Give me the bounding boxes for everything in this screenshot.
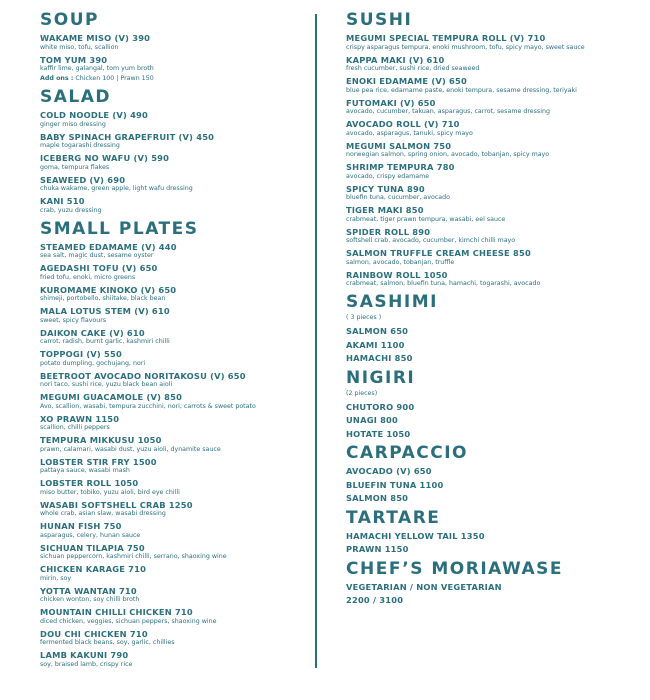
menu-item-name: CHUTORO 900 xyxy=(346,401,415,412)
menu-item xyxy=(346,119,636,138)
menu-item-name: TOM YUM 390 xyxy=(40,54,108,65)
section-title: SOUP xyxy=(40,10,99,30)
section-title: TARTARE xyxy=(346,507,441,528)
menu-item-name: AVOCADO (V) 650 xyxy=(346,466,432,476)
menu-item-name: YOTTA WANTAN 710 xyxy=(40,585,137,596)
menu-item-description: sea salt, magic dust, sesame oyster xyxy=(40,252,154,259)
menu-item-name: SHRIMP TEMPURA 780 xyxy=(346,162,455,172)
menu-item-name: SEAWEED (V) 690 xyxy=(40,174,126,185)
menu-item-name: BEETROOT AVOCADO NORITAKOSU (V) 650 xyxy=(40,370,246,381)
menu-item-name: UNAGI 800 xyxy=(346,415,399,425)
menu-item-description: chuka wakame, green apple, light wafu dressing xyxy=(40,185,193,192)
menu-item xyxy=(40,153,302,172)
section-title: CARPACCIO xyxy=(346,443,469,463)
menu-item-name: LOBSTER ROLL 1050 xyxy=(40,478,139,488)
section-sushi xyxy=(346,10,636,288)
menu-item-description: crabmeat, tiger prawn tempura, wasabi, eel sauce xyxy=(346,215,506,223)
menu-item-name: TOPPOGI (V) 550 xyxy=(40,349,122,359)
menu-item-name: MEGUMI SPECIAL TEMPURA ROLL (V) 710 xyxy=(346,33,546,43)
menu-item-name: SALMON TRUFFLE CREAM CHEESE 850 xyxy=(346,248,531,258)
menu-item-name: WASABI SOFTSHELL CRAB 1250 xyxy=(40,499,193,510)
menu-item-name: SALMON 850 xyxy=(346,493,409,503)
menu-item-description: prawn, calamari, wasabi dust, yuzu aioli, dynamite sauce xyxy=(40,445,221,453)
menu-item-name: LOBSTER STIR FRY 1500 xyxy=(40,456,157,467)
menu-item-description: salmon, avocado, tobanjan, truffle xyxy=(346,258,455,266)
menu-item xyxy=(346,595,636,606)
menu-item xyxy=(40,607,302,626)
menu-item-description: avocado, asparagus, tanuki, spicy mayo xyxy=(346,129,473,137)
menu-item-description: asparagus, celery, hunan sauce xyxy=(40,531,141,539)
menu-item xyxy=(346,353,636,364)
menu-item-description: scallion, chilli peppers xyxy=(40,424,110,431)
menu-item xyxy=(40,543,302,562)
section-note: (2 pieces) xyxy=(346,389,378,397)
addons-line xyxy=(40,75,302,83)
menu-item-name: RAINBOW ROLL 1050 xyxy=(346,269,448,280)
menu-item xyxy=(40,478,302,497)
menu-item xyxy=(40,328,302,347)
menu-item-description: sweet, spicy flavours xyxy=(40,316,107,324)
menu-item-name: DOU CHI CHICKEN 710 xyxy=(40,628,148,639)
menu-item-description: softshell crab, avocado, cucumber, kimchi chilli mayo xyxy=(346,237,516,244)
menu-item xyxy=(346,98,636,117)
menu-item-name: TEMPURA MIKKUSU 1050 xyxy=(40,435,162,445)
menu-item-description: avocado, crispy edamame xyxy=(346,172,430,180)
menu-item xyxy=(346,248,636,267)
menu-item xyxy=(346,270,636,289)
menu-item xyxy=(40,586,302,605)
menu-item-description: potato dumpling, gochujang, nori xyxy=(40,359,146,367)
menu-item-name: AVOCADO ROLL (V) 710 xyxy=(346,119,460,129)
menu-item-description: bluefin tuna, cucumber, avocado xyxy=(346,194,450,201)
menu-item-name: VEGETARIAN / NON VEGETARIAN xyxy=(346,581,502,592)
menu-item xyxy=(40,392,302,411)
menu-item xyxy=(346,415,636,426)
menu-item xyxy=(346,429,636,440)
section-tartare xyxy=(346,508,636,555)
menu-item xyxy=(40,110,302,129)
menu-item-name: HOTATE 1050 xyxy=(346,428,411,439)
menu-item-description: nori taco, sushi rice, yuzu black bean aioli xyxy=(40,381,173,388)
menu-item-description: whole crab, asian slaw, wasabi dressing xyxy=(40,510,166,517)
menu-item-name: ENOKI EDAMAME (V) 650 xyxy=(346,76,467,86)
menu-item-description: miso butter, tobiko, yuzu aioli, bird eye chilli xyxy=(40,488,180,496)
menu-item xyxy=(40,242,302,261)
menu-item xyxy=(40,349,302,368)
menu-item xyxy=(40,500,302,519)
column-divider xyxy=(315,14,317,668)
section-soup xyxy=(40,10,302,83)
menu-item-description: chicken wonton, soy chilli broth xyxy=(40,596,140,603)
menu-item-name: SALMON 650 xyxy=(346,326,409,336)
section-carpaccio xyxy=(346,443,636,504)
menu-item-name: LAMB KAKUNI 790 xyxy=(40,650,129,660)
menu-item-description: pattaya sauce, wasabi mash xyxy=(40,467,130,474)
addons-label: Add ons : xyxy=(40,75,74,82)
menu-item-name: MEGUMI GUACAMOLE (V) 850 xyxy=(40,392,183,402)
section-title: SALAD xyxy=(40,87,112,107)
section-small-plates xyxy=(40,219,302,669)
menu-item xyxy=(346,402,636,413)
addons-text: Chicken 100 | Prawn 150 xyxy=(75,75,154,82)
menu-item xyxy=(346,466,636,477)
menu-item-name: HAMACHI YELLOW TAIL 1350 xyxy=(346,530,485,541)
menu-item-name: KAPPA MAKI (V) 610 xyxy=(346,54,445,65)
menu-item-name: BLUEFIN TUNA 1100 xyxy=(346,479,444,490)
menu-item xyxy=(346,493,636,504)
menu-item xyxy=(40,263,302,282)
menu-item-description: kaffir lime, galangal, tom yum broth xyxy=(40,65,154,72)
menu-item-description: crabmeat, salmon, bluefin tuna, hamachi, togarashi, avocado xyxy=(346,280,541,287)
menu-item-name: 2200 / 3100 xyxy=(346,595,404,605)
menu-item-name: FUTOMAKI (V) 650 xyxy=(346,97,436,108)
menu-item-description: ginger miso dressing xyxy=(40,120,106,128)
menu-item-name: DAIKON CAKE (V) 610 xyxy=(40,327,145,338)
menu-item-description: fresh cucumber, sushi rice, dried seaweed xyxy=(346,65,480,72)
section-nigiri xyxy=(346,368,636,440)
menu-item-name: COLD NOODLE (V) 490 xyxy=(40,110,148,120)
menu-item-description: blue pea rice, edamame paste, enoki tempura, sesame dressing, teriyaki xyxy=(346,86,577,94)
menu-item-name: KANI 510 xyxy=(40,196,85,206)
section-chef-s-moriawase xyxy=(346,559,636,606)
menu-item-name: CHICKEN KARAGE 710 xyxy=(40,564,147,574)
section-sashimi xyxy=(346,292,636,364)
menu-item-name: STEAMED EDAMAME (V) 440 xyxy=(40,241,177,252)
menu-item xyxy=(40,132,302,151)
menu-item-name: ICEBERG NO WAFU (V) 590 xyxy=(40,153,170,163)
menu-item-name: TIGER MAKI 850 xyxy=(346,205,424,215)
menu-item-name: MEGUMI SALMON 750 xyxy=(346,140,452,151)
menu-item xyxy=(346,227,636,246)
menu-item-description: Avo, scallion, wasabi, tempura zucchini, nori, carrots & sweet potato xyxy=(40,402,256,410)
menu-item xyxy=(346,205,636,224)
menu-item xyxy=(346,162,636,181)
menu-item xyxy=(40,457,302,476)
section-title: SMALL PLATES xyxy=(40,218,199,239)
menu-item xyxy=(40,629,302,648)
menu-item-name: HUNAN FISH 750 xyxy=(40,521,122,531)
menu-left-column xyxy=(40,10,302,673)
menu-item xyxy=(346,531,636,542)
menu-item xyxy=(346,326,636,337)
menu-item-name: MALA LOTUS STEM (V) 610 xyxy=(40,306,170,316)
menu-item xyxy=(346,76,636,95)
menu-item xyxy=(346,141,636,160)
menu-item-description: crispy asparagus tempura, enoki mushroom, tofu, spicy mayo, sweet sauce xyxy=(346,43,585,51)
menu-item xyxy=(346,184,636,203)
menu-item xyxy=(40,521,302,540)
menu-item-name: XO PRAWN 1150 xyxy=(40,413,120,424)
menu-item-name: WAKAME MISO (V) 390 xyxy=(40,33,151,43)
menu-item-name: SPIDER ROLL 890 xyxy=(346,226,431,237)
menu-item xyxy=(40,371,302,390)
menu-item-description: shimeji, portobello, shiitake, black bean xyxy=(40,295,166,302)
menu-item xyxy=(40,306,302,325)
menu-item xyxy=(40,564,302,583)
menu-item-description: white miso, tofu, scallion xyxy=(40,43,119,51)
menu-item-description: soy, braised lamb, crispy rice xyxy=(40,660,133,668)
section-title: NIGIRI xyxy=(346,367,416,388)
section-salad xyxy=(40,87,302,215)
menu-item xyxy=(346,55,636,74)
menu-item-name: AKAMI 1100 xyxy=(346,339,405,350)
section-title: CHEF’S MORIAWASE xyxy=(346,558,564,579)
menu-item xyxy=(40,435,302,454)
menu-item-description: goma, tempura flakes xyxy=(40,163,110,171)
menu-item xyxy=(346,582,636,593)
menu-item-name: KUROMAME KINOKO (V) 650 xyxy=(40,284,177,295)
menu-item xyxy=(346,33,636,52)
menu-item-description: avocado, cucumber, takuan, asparagus, carrot, sesame dressing xyxy=(346,108,550,115)
menu-item xyxy=(40,196,302,215)
menu-item xyxy=(346,480,636,491)
menu-item xyxy=(346,340,636,351)
menu-item xyxy=(40,175,302,194)
menu-item-description: mirin, soy xyxy=(40,574,72,582)
menu-item xyxy=(346,544,636,555)
section-note: ( 3 pieces ) xyxy=(346,314,382,321)
menu-item-name: SICHUAN TILAPIA 750 xyxy=(40,542,145,553)
menu-item-description: crab, yuzu dressing xyxy=(40,206,102,214)
menu-item-description: norwegian salmon, spring onion, avocado, tobanjan, spicy mayo xyxy=(346,151,550,158)
menu-right-column xyxy=(346,10,636,610)
menu-item-description: carrot, radish, burnt garlic, kashmiri chilli xyxy=(40,338,170,345)
menu-item-name: MOUNTAIN CHILLI CHICKEN 710 xyxy=(40,607,193,617)
menu-item xyxy=(40,285,302,304)
menu-item xyxy=(40,650,302,669)
menu-item-name: PRAWN 1150 xyxy=(346,544,409,554)
menu-item-description: fried tofu, enoki, micro greens xyxy=(40,273,136,281)
menu-item-description: maple togarashi dressing xyxy=(40,142,120,149)
menu-item-name: HAMACHI 850 xyxy=(346,353,413,363)
menu-item xyxy=(40,414,302,433)
section-title: SUSHI xyxy=(346,10,413,30)
section-title: SASHIMI xyxy=(346,292,438,312)
menu-item-description: fermented black beans, soy, garlic, chillies xyxy=(40,639,175,646)
menu-item xyxy=(40,55,302,74)
menu-item-description: diced chicken, veggies, sichuan peppers, shaoxing wine xyxy=(40,617,217,625)
menu-item xyxy=(40,33,302,52)
menu-item-name: SPICY TUNA 890 xyxy=(346,183,425,194)
menu-item-name: AGEDASHI TOFU (V) 650 xyxy=(40,263,158,273)
menu-item-description: sichuan peppercorn, kashmiri chilli, serrano, shaoxing wine xyxy=(40,553,227,560)
menu-item-name: BABY SPINACH GRAPEFRUIT (V) 450 xyxy=(40,131,215,142)
